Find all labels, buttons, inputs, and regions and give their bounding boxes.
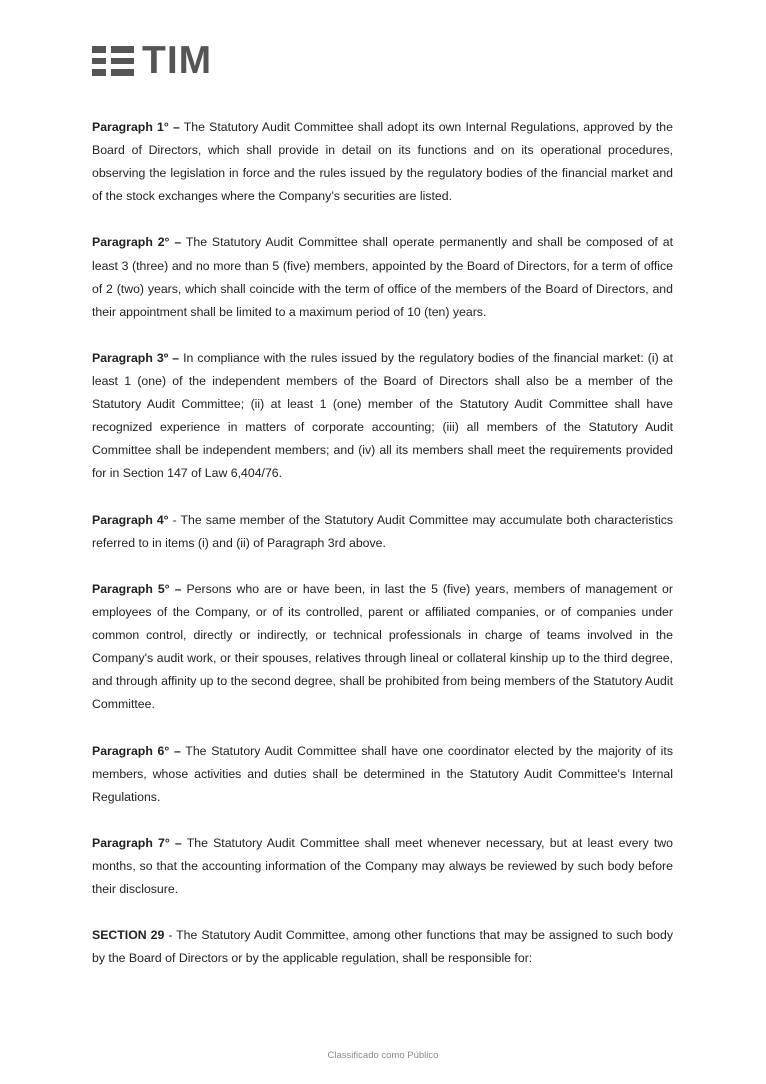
section-29 — [92, 924, 673, 970]
paragraph-text: The Statutory Audit Committee shall operate permanently and shall be composed of at least 3 (three) and no more than 5 (five) members, appointed by the Board of Directors, for a term of office of 2 (two) years, which shall coincide with the term of office of the members of the Board of Directors, and their appointment shall be limited to a maximum period of 10 (ten) years. — [92, 235, 673, 319]
tim-logo — [92, 39, 213, 82]
logo-wordmark: TIM — [142, 39, 213, 82]
paragraph-text: - The same member of the Statutory Audit Committee may accumulate both characteristics referred to in items (i) and (ii) of Paragraph 3rd above. — [92, 512, 674, 550]
paragraph-heading: Paragraph 4° — [92, 512, 169, 527]
paragraph-2 — [92, 231, 673, 323]
classification-footer: Classificado como Público — [327, 1050, 439, 1061]
paragraph-heading: Paragraph 3º – — [92, 350, 180, 365]
paragraph-heading: Paragraph 7° – — [92, 835, 182, 850]
paragraph-text: The Statutory Audit Committee shall have one coordinator elected by the majority of its members, whose activities and duties shall be determined in the Statutory Audit Committee's Internal Regulations. — [92, 743, 673, 804]
paragraph-text: Persons who are or have been, in last the 5 (five) years, members of management or employees of the Company, or of its controlled, parent or affiliated companies, or of companies under common control, directly or indirectly, or technical professionals in charge of teams involved in the Company's audit work, or their spouses, relatives through lineal or collateral kinship up to the third degree, and through affinity up to the second degree, shall be prohibited from being members of the Statutory Audit Committee. — [92, 581, 673, 712]
paragraph-heading: Paragraph 6° – — [92, 743, 181, 758]
paragraph-heading: Paragraph 2° – — [92, 235, 182, 250]
section-heading: SECTION 29 — [92, 928, 165, 943]
paragraph-1 — [92, 116, 673, 208]
paragraph-text: The Statutory Audit Committee shall adopt its own Internal Regulations, approved by the Board of Directors, which shall provide in detail on its functions and on its operational procedures, observing the legislation in force and the rules issued by the regulatory bodies of the financial market and of the stock exchanges where the Company’s securities are listed. — [92, 120, 673, 204]
paragraph-text: The Statutory Audit Committee shall meet whenever necessary, but at least every two months, so that the accounting information of the Company may always be reviewed by such body before their disclosure. — [92, 835, 673, 897]
paragraph-heading: Paragraph 5° – — [92, 581, 182, 596]
paragraph-7 — [92, 832, 673, 901]
section-text: - The Statutory Audit Committee, among other functions that may be assigned to such body by the Board of Directors or by the applicable regulation, shall be responsible for: — [92, 928, 673, 966]
document-body — [92, 116, 673, 994]
paragraph-text: In compliance with the rules issued by the regulatory bodies of the financial market: (i) at least 1 (one) of the independent members of the Board of Directors shall also be a member of the Statutory Audit Committee; (ii) at least 1 (one) member of the Statutory Audit Committee shall have recognized experience in matters of corporate accounting; (iii) all members of the Statutory Audit Committee shall be independent members; and (iv) all its members shall meet the requirements provided for in Section 147 of Law 6,404/76. — [92, 350, 673, 481]
paragraph-4 — [92, 509, 673, 555]
tim-logo-icon — [92, 44, 138, 78]
paragraph-3 — [92, 347, 673, 486]
paragraph-heading: Paragraph 1° – — [92, 120, 180, 134]
paragraph-6 — [92, 740, 673, 809]
paragraph-5 — [92, 578, 673, 717]
